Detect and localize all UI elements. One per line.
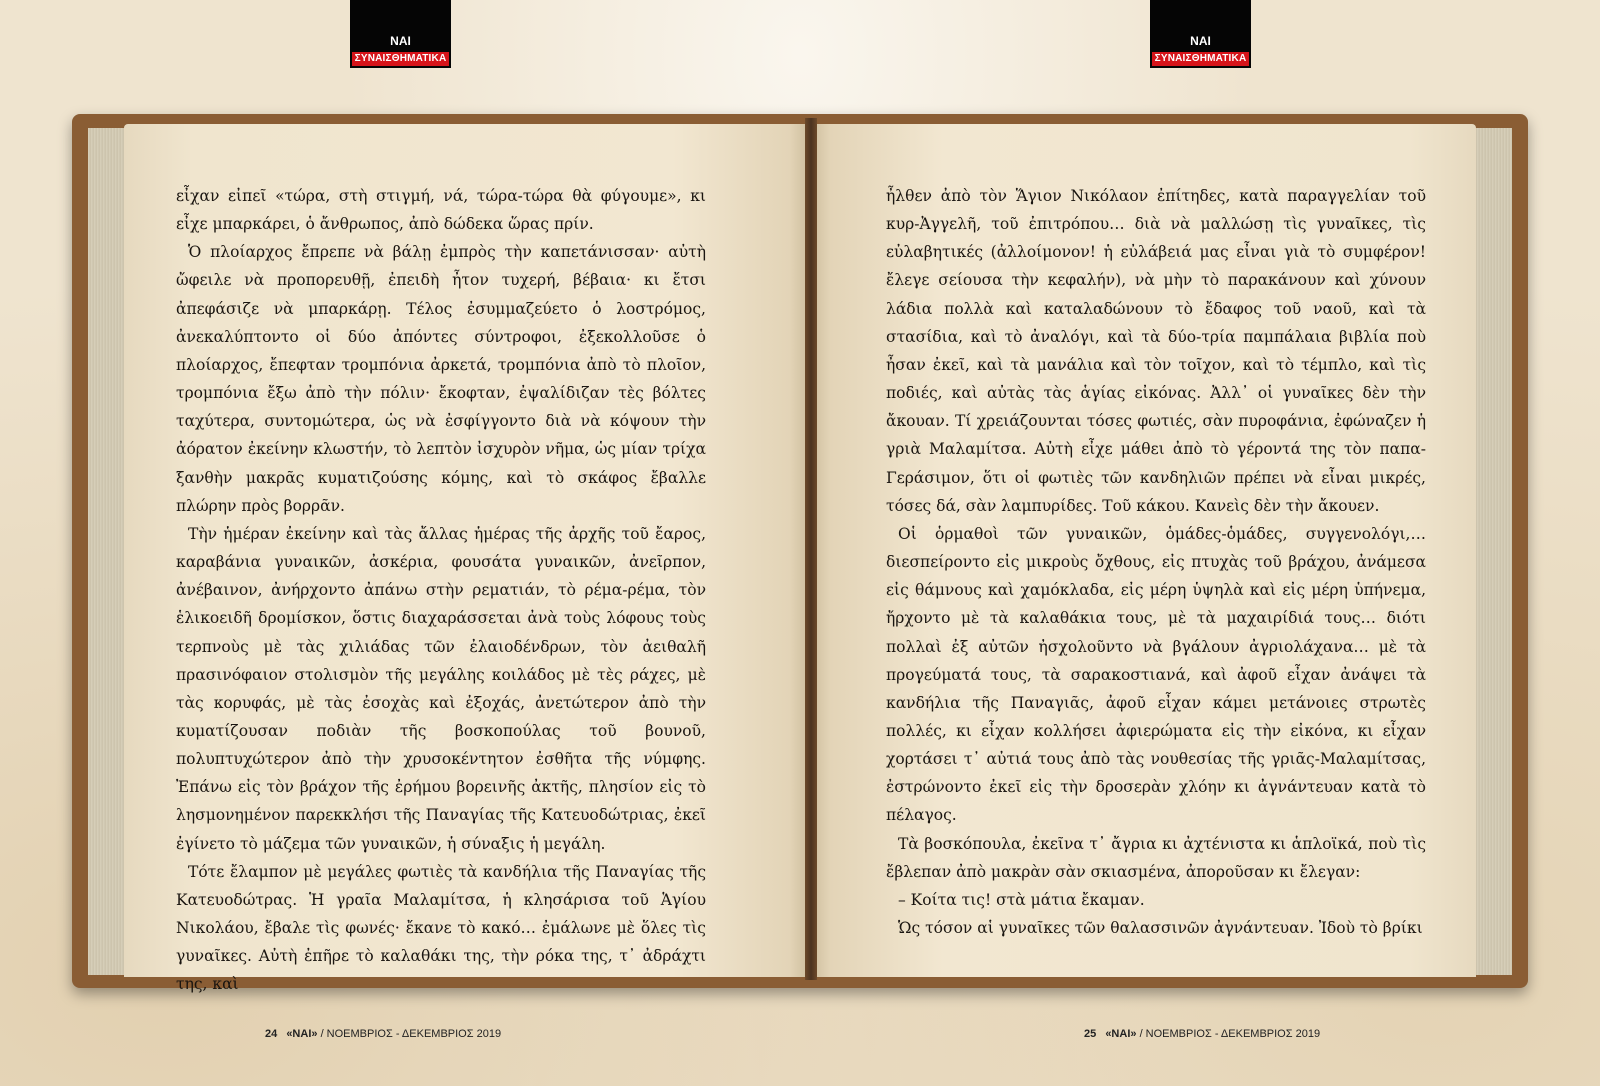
dialogue-line: – Κοίτα τις! στὰ μάτια ἔκαμαν.	[898, 890, 1145, 909]
magazine-label: ΝΑΙ	[1190, 34, 1211, 48]
page-number: 24	[265, 1028, 278, 1040]
paragraph: Τὴν ἡμέραν ἐκείνην καὶ τὰς ἄλλας ἡμέρας τῆς ἀρχῆς τοῦ ἔαρος, καραβάνια γυναικῶν, ἀσκέρια, φουσάτα γυναικῶν, ἀνεῖρπον, ἀνέβαινον, ἀνήρχοντο ἀπάνω στὴν ρεματιάν, τὸ ρέμα-ρέμα, τὸν ἑλικοειδῆ δρομίσκον, ὅστις διαχαράσσεται ἀνὰ τοὺς λόφους τοὺς τερπνοὺς μὲ τὰς χιλιάδας τῶν ἐλαιοδένδρων, τὸν ἀειθαλῆ πρασινόφαιον στολισμὸν τῆς μεγάλης κοιλάδος μὲ τὲς ράχες, μὲ τὰς κορυφάς, μὲ τὰς ἐσοχὰς καὶ ἐξοχάς, ἀνετώτερον ἀπὸ τὴν κυματίζουσαν ποδιὰν τῆς βοσκοπούλας τοῦ βουνοῦ, πολυπτυχώτερον ἀπὸ τὴν χρυσοκέντητον ἐσθῆτα τῆς νύμφης. Ἐπάνω εἰς τὸν βράχον τῆς ἐρήμου βορεινῆς ἀκτῆς, πλησίον εἰς τὸ λησμονημένον παρεκκλήσι τῆς Παναγίας τῆς Κατευοδώτριας, ἐκεῖ ἐγίνετο τὸ μάζεμα τῶν γυναικῶν, ἡ σύναξις ἡ μεγάλη.	[176, 524, 706, 853]
paragraph: Τότε ἔλαμπον μὲ μεγάλες φωτιὲς τὰ κανδήλια τῆς Παναγίας τῆς Κατευοδώτρας. Ἡ γραῖα Μαλαμίτσα, ἡ κλησάρισα τοῦ Ἁγίου Νικολάου, ἔβαλε τὶς φωνές· ἔκανε τὸ κακό… ἐμάλωνε μὲ ὅλες τὶς γυναῖκες. Αὐτὴ ἐπῆρε τὸ καλαθάκι της, τὴν ρόκα της, τ᾽ ἀδράχτι της, καὶ	[176, 862, 706, 994]
magazine-label: ΝΑΙ	[390, 34, 411, 48]
left-page-text	[176, 182, 706, 999]
footer-left	[265, 1028, 501, 1040]
right-page-text	[886, 182, 1426, 942]
page-number: 25	[1084, 1028, 1097, 1040]
magazine-name: «ΝΑΙ»	[286, 1028, 318, 1040]
paragraph: Οἱ ὁρμαθοὶ τῶν γυναικῶν, ὁμάδες-ὁμάδες, συγγενολόγι,… διεσπείροντο εἰς μικροὺς ὄχθους, εἰς πτυχὰς τοῦ βράχου, ἀνάμεσα εἰς θάμνους καὶ χαμόκλαδα, εἰς μέρη ὑψηλὰ καὶ εἰς μέρη ὑπήνεμα, ἤρχοντο μὲ τὰ καλαθάκια τους, μὲ τὰ μαχαιρίδιά τους… διότι πολλαὶ ἐξ αὐτῶν ἠσχολοῦντο νὰ βγάλουν ἀγριολάχανα… μὲ τὰ προγεύματά τους, τὰ σαρακοστιανά, καὶ ἀφοῦ εἶχαν ἀνάψει τὰ κανδήλια τῆς Παναγιᾶς, ἀφοῦ εἶχαν κάμει μετάνοιες στρωτὲς πολλές, κι εἶχαν κολλήσει ἀφιερώματα εἰς τὴν εἰκόνα, κι εἶχαν χορτάσει τ᾽ αὐτιά τους ἀπὸ τὰς νουθεσίας τῆς γριᾶς-Μαλαμίτσας, ἐστρώνοντο ἐκεῖ εἰς τὴν δροσερὰν χλόην κι ἀγνάντευαν κατὰ τὸ πέλαγος.	[886, 524, 1426, 825]
footer-right	[1084, 1028, 1320, 1040]
paragraph: ἦλθεν ἀπὸ τὸν Ἅγιον Νικόλαον ἐπίτηδες, κατὰ παραγγελίαν τοῦ κυρ-Ἀγγελῆ, τοῦ ἐπιτρόπου… διὰ νὰ μαλλώσῃ τὶς γυναῖκες, τὶς εὐλαβητικές (ἀλλοίμονον! ἡ εὐλάβειά μας εἶναι γιὰ τὸ συμφέρον! ἔλεγε σείουσα τὴν κεφαλήν), νὰ μὴν τὸ παρακάνουν καὶ χύνουν λάδια πολλὰ καὶ καταλαδώνουν τὸ ἔδαφος τοῦ ναοῦ, καὶ τὰ στασίδια, καὶ τὸ ἀναλόγι, καὶ τὰ δύο-τρία παμπάλαια βιβλία ποὺ ἦσαν ἐκεῖ, καὶ τὰ μανάλια καὶ τὸν τοῖχον, καὶ τὸ τέμπλο, καὶ τὶς ποδιές, καὶ αὐτὰς τὰς ἁγίας εἰκόνας. Ἀλλ᾽ οἱ γυναῖκες δὲν τὴν ἄκουαν. Τί χρειάζουνται τόσες φωτιές, σὰν πυροφάνια, ἐφώναζεν ἡ γριὰ Μαλαμίτσα. Αὐτὴ εἶχε μάθει ἀπὸ τὸ γέροντά της τὸν παπα-Γεράσιμον, ὅτι οἱ φωτιὲς τῶν κανδηλιῶν πρέπει νὰ εἶναι μικρές, τόσες δά, σὰν λαμπυρίδες. Τοῦ κάκου. Κανεὶς δὲν τὴν ἄκουεν.	[886, 187, 1426, 515]
section-label: ΣΥΝΑΙΣΘΗΜΑΤΙΚΑ	[352, 52, 449, 66]
paragraph: Ὡς τόσον αἱ γυναῖκες τῶν θαλασσινῶν ἀγνάντευαν. Ἰδοὺ τὸ βρίκι	[898, 919, 1423, 938]
issue-date: / ΝΟΕΜΒΡΙΟΣ - ΔΕΚΕΜΒΡΙΟΣ 2019	[1139, 1028, 1321, 1040]
section-tag-right	[1150, 0, 1251, 68]
magazine-name: «ΝΑΙ»	[1105, 1028, 1137, 1040]
paragraph: Ὁ πλοίαρχος ἔπρεπε νὰ βάλῃ ἐμπρὸς τὴν καπετάνισσαν· αὐτὴ ὤφειλε νὰ προπορευθῇ, ἐπειδὴ ἦτον τυχερή, βέβαια· κι ἔτσι ἀπεφάσιζε νὰ μπαρκάρῃ. Τέλος ἐσυμμαζεύετο ὁ λοστρόμος, ἀνεκαλύπτοντο οἱ δύο ἀπόντες σύντροφοι, ἐξεκολλοῦσε ὁ πλοίαρχος, ἔπεφταν τρομπόνια ἀρκετά, τρομπόνια ἀπὸ τὸ πλοῖον, τρομπόνια ἔξω ἀπὸ τὴν πόλιν· ἔκοφταν, ἐψαλίδιζαν τὲς βόλτες ταχύτερα, συντομώτερα, ὡς νὰ ἐσφίγγοντο διὰ νὰ κόψουν τὴν ἀόρατον ἐκείνην κλωστήν, τὸ λεπτὸν ἰσχυρὸν νῆμα, ὡς μίαν τρίχα ξανθὴν μακρᾶς κυματιζούσης κόμης, καὶ τὸ σκάφος ἔβαλλε πλώρην πρὸς βορρᾶν.	[176, 243, 706, 515]
book-spine	[805, 118, 817, 980]
paragraph: εἶχαν εἰπεῖ «τώρα, στὴ στιγμή, νά, τώρα-τώρα θὰ φύγουμε», κι εἶχε μπαρκάρει, ὁ ἄνθρωπος, ἀπὸ δώδεκα ὥρας πρίν.	[176, 187, 706, 234]
section-label: ΣΥΝΑΙΣΘΗΜΑΤΙΚΑ	[1152, 52, 1249, 66]
section-tag-left	[350, 0, 451, 68]
issue-date: / ΝΟΕΜΒΡΙΟΣ - ΔΕΚΕΜΒΡΙΟΣ 2019	[320, 1028, 502, 1040]
paragraph: Τὰ βοσκόπουλα, ἐκεῖνα τ᾽ ἄγρια κι ἀχτένιστα κι ἁπλοϊκά, ποὺ τὶς ἔβλεπαν ἀπὸ μακρὰν σὰν σκιασμένα, ἀπορoῦσαν κι ἔλεγαν:	[886, 834, 1426, 881]
